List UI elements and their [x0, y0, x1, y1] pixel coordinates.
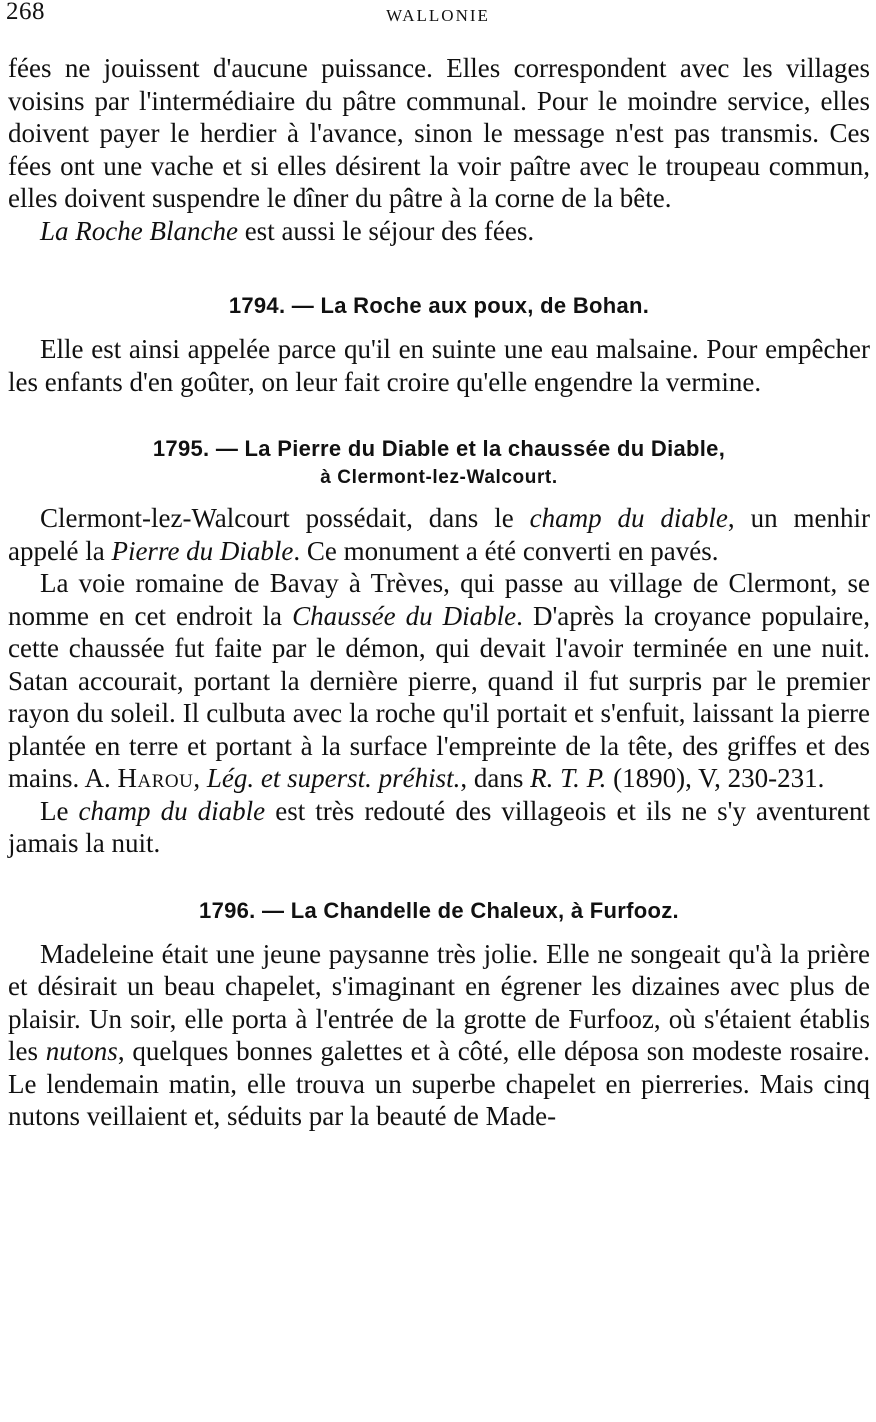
section-heading-1794 [8, 291, 870, 321]
paragraph-text: est aussi le séjour des fées. [237, 215, 535, 246]
italic-run: champ du diable [78, 795, 266, 826]
section-number: 1796. [199, 897, 256, 923]
section-spacer [8, 860, 870, 896]
section-heading-1796 [8, 896, 870, 926]
text-run: , [193, 763, 207, 793]
running-head [0, 0, 876, 36]
text-run: La voie romaine de Bavay à Trèves, qui passe au village de Clermont, se nomme en cet endroit la [8, 568, 870, 631]
text-run: (1890), V, 230-231. [606, 763, 825, 793]
text-run: Le [40, 795, 79, 826]
paragraph-champ-du-diable [8, 795, 870, 860]
paragraph-roche-blanche [8, 215, 870, 248]
italic-run: nutons [45, 1036, 118, 1066]
italic-run: Lég. et superst. préhist. [206, 763, 461, 793]
section-spacer [8, 398, 870, 434]
section-title: — La Chandelle de Chaleux, à Furfooz. [255, 897, 679, 923]
italic-run: Chaussée du Diable [292, 600, 517, 631]
italic-run: R. T. P. [530, 763, 607, 793]
running-title: WALLONIE [386, 6, 490, 25]
text-run: Madeleine était une jeune paysanne très jolie. Elle ne songeait qu'à la prière et désirait un beau chapelet, s'imaginant en égrener les dizaines avec plus de plaisir. Un soir, elle porta à l'entrée de la grotte de Furfooz, où s'étaient établis les [8, 938, 870, 1066]
section-spacer [8, 926, 870, 938]
section-number: 1794. [228, 293, 286, 318]
section-number: 1795. [152, 436, 210, 461]
paragraph-voie-romaine [8, 567, 870, 795]
text-run: , dans [460, 763, 531, 793]
section-title: — La Roche aux poux, de Bohan. [285, 293, 650, 318]
text-run: . D'après la croyance populaire, cette chaussée fut faite par le démon, qui devait l'avoir terminée en une nuit. Satan accourait, portant la dernière pierre, quand il fut surpris par le premier rayon du soleil. Il culbuta avec la roche qu'il portait et s'enfuit, laissant la pierre plantée en terre et portant à la surface l'empreinte de la tête, des griffes et des mains. A. [8, 600, 871, 793]
text-run: Clermont-lez-Walcourt possédait, dans le [40, 503, 530, 533]
text-run: est très redouté des villageois et ils ne s'y aventurent jamais la nuit. [8, 795, 870, 858]
text-run: , un menhir appelé la [8, 503, 870, 566]
section-spacer [8, 492, 870, 502]
section-heading-1795 [8, 434, 870, 464]
section-spacer [8, 247, 870, 291]
text-run: , quelques bonnes galettes et à côté, elle déposa son modeste rosaire. Le lendemain matin, elle trouva un superbe chapelet en pierreries. Mais cinq nutons veillaient et, séduits par la beauté de Made- [8, 1036, 871, 1131]
body-text [8, 52, 870, 1133]
text-run: . Ce monument a été converti en pavés. [293, 535, 719, 566]
paragraph-roche-aux-poux: Elle est ainsi appelée parce qu'il en suinte une eau malsaine. Pour empêcher les enfants d'en goûter, on leur fait croire qu'elle engendre la vermine. [8, 334, 870, 397]
author-name: Harou [117, 763, 194, 793]
italic-run: Pierre du Diable [111, 535, 294, 566]
page-number: 268 [6, 0, 45, 25]
section-subtitle-1795: à Clermont-lez-Walcourt. [320, 467, 558, 488]
paragraph-madeleine [8, 938, 870, 1133]
italic-run: champ du diable [529, 503, 728, 533]
paragraph-fees-continued: fées ne jouissent d'aucune puissance. Elles correspondent avec les villages voisins par l'intermédiaire du pâtre communal. Pour le moindre service, elles doivent payer le herdier à l'avance, sinon le message n'est pas transmis. Ces fées ont une vache et si elles désirent la voir paître avec le troupeau commun, elles doivent suspendre le dîner du pâtre à la corne de la bête. [8, 53, 870, 213]
section-spacer [8, 321, 870, 333]
italic-place-name: La Roche Blanche [40, 215, 238, 246]
section-title: — La Pierre du Diable et la chaussée du Diable, [209, 436, 726, 461]
paragraph-clermont-menhir [8, 502, 870, 567]
